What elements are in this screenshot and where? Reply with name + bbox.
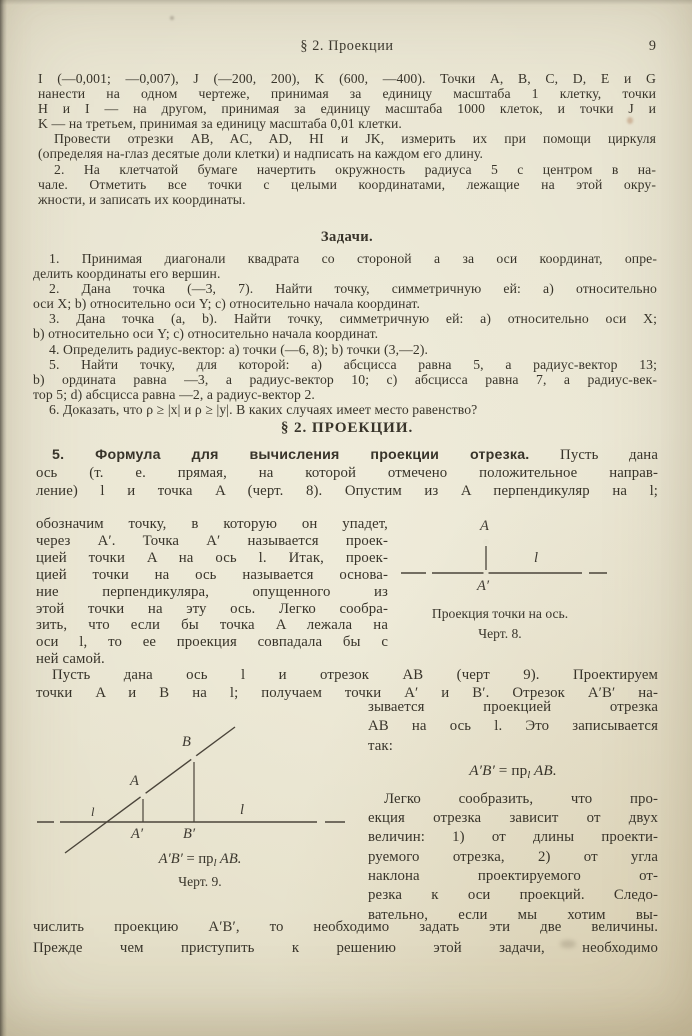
figure-8-number: Черт. 8. [478,626,522,641]
section-opening [36,447,658,501]
section-running-title: § 2. Проекции [300,38,394,54]
point-a-label: A [130,773,139,789]
problems-list [33,251,657,417]
text-line: екция отрезка зависит от двух [368,810,658,827]
text-line: 2. На клетчатой бумаге начертить окружность радиуса 5 с центром в на- [54,161,656,177]
text-line: 1. Принимая диагонали квадрата со стороной a за оси координат, опре- [49,251,657,266]
text-line: ление) l и точка A (черт. 8). Опустим из A перпендикуляр на l; [36,482,658,499]
text-line [36,447,658,465]
text-line: Легко сообразить, что про- [384,790,658,807]
text-line: 6. Доказать, что ρ ≥ |x| и ρ ≥ |y|. В каких случаях имеет место равенство? [49,401,478,417]
text-line: b) относительно оси Y; c) относительно начала координат. [33,326,379,342]
text-line: оси X; b) относительно оси Y; c) относительно начала координат. [33,296,420,312]
text-line: резка к оси проекций. Следо- [368,887,658,904]
formula-subscript: l [213,857,217,869]
text-line: ось (т. е. прямая, на которой отмечено положительное направ- [36,464,658,481]
point-a-prime-label: A′ [131,826,144,842]
text-line: этой точки на эту ось. Легко сообра- [36,600,388,617]
text-line: точки A и B на l; получаем точки A′ и B′. Отрезок A′B′ на- [36,685,658,701]
text-line: цией точки A на ось l. Итак, проек- [36,549,388,566]
page-edge-shadow [0,0,7,1036]
formula-subscript: l [527,768,531,781]
axis-l-right-label: l [240,802,245,818]
paragraph-lead-bold: 5. Формула для вычисления проекции отрезка. [52,447,530,463]
text-line: зывается проекцией отрезка [368,699,658,715]
figure-9 [35,720,370,900]
bridge-paragraph [36,666,658,702]
page-top-shadow [0,0,692,5]
formula-rhs: AB. [216,851,242,867]
text-line: делить координаты его вершин. [33,266,221,282]
text-line: 5. Найти точку, для которой: a) абсцисса равна 5, а радиус-вектор 13; [49,356,657,372]
formula-operator: пр [511,761,528,779]
text-line: величин: 1) от длины проекти- [368,829,658,846]
tasks-heading: Задачи. [320,229,374,245]
point-a-prime-label: A′ [477,578,490,594]
text-line: ние перпендикуляра, опущенного из [36,583,388,600]
text-line: (определяя на-глаз десятые доли клетки) и надписать на каждом его длину. [38,146,484,162]
point-a-label: A [480,518,489,534]
formula-equals: = [182,851,199,867]
text-line: наклона проектируемого от- [368,868,658,885]
text-line: 4. Определить радиус-вектор: a) точки (—6, 8); b) точки (3,—2). [49,341,429,357]
paragraph-lead-rest: Пусть дана [560,447,658,463]
running-head [38,38,656,55]
figure-9-caption-formula [55,851,345,869]
figure-9-number: Черт. 9. [178,874,222,889]
text-line: нанести на одном чертеже, принимая за единицу масштаба 1 клетку, точки [38,86,656,102]
right-column-text [368,698,658,925]
formula-lhs: A′B′ [469,761,495,779]
text-line: I (—0,001; —0,007), J (—200, 200), K (600, —400). Точки A, B, C, D, E и G [38,71,656,86]
formula-equals: = [494,761,512,779]
text-line: так: [368,737,393,754]
text-line: жности, и записать их координаты. [38,191,246,207]
text-line: чале. Отметить все точки с целыми координатами, лежащие на этой окру- [38,176,656,192]
text-line: 2. Дана точка (—3, 7). Найти точку, симметричную ей: a) относительно [49,281,657,297]
section-heading: § 2. ПРОЕКЦИИ. [280,419,414,436]
projection-formula [368,761,658,783]
point-b-prime-label: B′ [183,826,196,842]
point-b-label: B [182,734,191,750]
figure-8 [398,516,670,666]
closing-paragraph [33,917,658,959]
text-line: обозначим точку, в которую он упадет, [36,516,388,532]
axis-l-left-label: l [91,805,95,819]
text-line: AB на ось l. Это записывается [368,718,658,735]
formula-rhs: AB. [530,761,557,779]
text-line: цией точки на ось называется основа- [36,566,388,583]
text-line: Прежде чем приступить к решению этой задачи, необходимо [33,940,658,956]
text-line: тор 5; d) абсцисса равна —2, а радиус-вектор 2. [33,386,315,402]
axis-l-label: l [534,550,539,566]
text-line: b) ордината равна —3, а радиус-вектор 10; c) абсцисса равна 7, а радиус-век- [33,371,657,387]
figure-9-drawing [35,720,370,860]
formula-lhs: A′B′ [158,851,183,867]
left-column-text [36,516,388,668]
text-line: 3. Дана точка (a, b). Найти точку, симметричную ей: a) относительно оси X; [49,311,657,327]
text-line: оси l, то ее проекция совпадала бы с [36,634,388,651]
formula-operator: пр [198,851,214,867]
page-number: 9 [648,38,656,54]
text-line: K — на третьем, принимая за единицу масштаба 0,01 клетки. [38,116,402,132]
paper-speck [170,16,174,20]
figure-8-caption: Проекция точки на ось. [431,606,569,621]
intro-paragraphs [38,71,656,207]
text-line: через A′. Точка A′ называется проек- [36,532,388,549]
text-line: Провести отрезки AB, AC, AD, HI и JK, измерить их при помощи циркуля [54,131,656,147]
text-line: H и I — на другом, принимая за единицу масштаба 1000 клеток, и точки J и [38,101,656,117]
text-line: Пусть дана ось l и отрезок AB (черт 9). Проектируем [52,667,658,683]
text-line: ней самой. [36,651,105,668]
text-line: руемого отрезка, 2) от угла [368,848,658,865]
text-line: числить проекцию A′B′, то необходимо задать эти две величины. [33,919,658,935]
text-line: вательно, если мы хотим вы- [368,906,658,923]
text-line: зить, что если бы точка A лежала на [36,617,388,634]
